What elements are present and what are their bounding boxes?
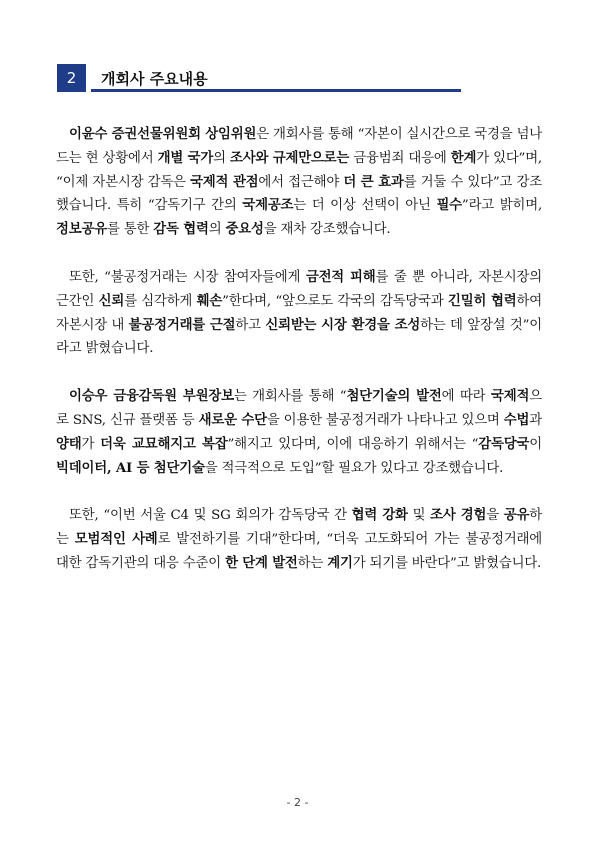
emphasized-text: 신뢰받는 시장 환경을 조성 <box>265 316 421 333</box>
emphasized-text: 한 단계 발전 <box>225 554 298 571</box>
emphasized-text: 신뢰 <box>98 292 125 309</box>
text-run: 로 발전하기를 기대”한다며, “더욱 고도화되어 가는 불공정거래에 대한 감독기관의 대응 수준이 <box>56 532 543 571</box>
text-run: 의 <box>213 150 230 166</box>
page-number: - 2 - <box>286 796 309 809</box>
emphasized-text: 한계 <box>450 149 477 166</box>
paragraph <box>56 385 542 480</box>
text-run: 은 개회사를 통해 “자본이 실시간으로 국경을 넘나드는 현 상황에서 <box>56 127 542 166</box>
text-run: 및 <box>407 508 431 524</box>
section-header <box>57 64 461 92</box>
emphasized-text: 이승우 금융감독원 부원장보 <box>69 388 234 405</box>
emphasized-text: 조사 경험 <box>430 507 487 524</box>
section-number-badge: 2 <box>57 64 86 92</box>
emphasized-text: 금전적 피해 <box>305 268 376 285</box>
text-run: 에서 접근해야 <box>258 174 344 190</box>
emphasized-text: 감독당국 <box>478 435 530 452</box>
emphasized-text: 더 큰 효과 <box>343 173 404 190</box>
text-run: 을 적극적으로 도입”할 필요가 있다고 강조했습니다. <box>204 460 504 476</box>
text-run: 하는 <box>297 555 328 571</box>
emphasized-text: 공유 <box>503 507 530 524</box>
text-run: 를 심각하게 <box>124 293 197 309</box>
text-run: 또한, “이번 서울 C4 및 SG 회의가 감독당국 간 <box>69 508 352 524</box>
emphasized-text: 모범적인 사례 <box>74 531 158 548</box>
text-run: 는 개회사를 통해 “ <box>233 389 347 405</box>
emphasized-text: 긴밀히 협력 <box>448 292 517 309</box>
emphasized-text: 감독 협력 <box>153 221 209 238</box>
text-run: 하는 데 앞장설 것”이라고 밝혔습니다. <box>56 317 542 357</box>
section-underline <box>91 89 461 92</box>
emphasized-text: 개별 국가 <box>157 149 214 166</box>
text-run: ”한다며, “앞으로도 각국의 감독당국과 <box>222 293 449 309</box>
emphasized-text: 더욱 교묘해지고 복잡 <box>100 435 228 452</box>
emphasized-text: 정보공유 <box>56 221 107 238</box>
emphasized-text: 수법 <box>503 411 530 428</box>
text-run: 이 <box>529 436 542 452</box>
text-run: 으로 SNS, 신규 플랫폼 등 <box>56 389 542 428</box>
text-run: 에 따라 <box>441 389 492 405</box>
text-run: ”라고 밝히며, <box>461 198 543 214</box>
text-run: 을 <box>486 508 504 524</box>
document-body <box>56 123 542 600</box>
emphasized-text: 중요성 <box>225 221 264 238</box>
section-title-box <box>91 64 461 92</box>
emphasized-text: 불공정거래를 근절 <box>128 316 236 333</box>
paragraph <box>56 123 542 242</box>
text-run: 는 더 이상 선택이 아닌 <box>293 198 437 214</box>
text-run: 을 재차 강조했습니다. <box>263 222 391 238</box>
emphasized-text: 국제적 <box>491 388 530 405</box>
emphasized-text: 빅데이터, AI 등 첨단기술 <box>56 459 205 476</box>
text-run: 가 있다”며, “이제 자본시장 감독은 <box>56 150 542 190</box>
text-run: 가 되기를 바란다”고 밝혔습니다. <box>352 555 542 571</box>
text-run: 를 통한 <box>106 222 154 238</box>
emphasized-text: 훼손 <box>196 292 223 309</box>
emphasized-text: 양태 <box>56 435 82 452</box>
emphasized-text: 이윤수 증권선물위원회 상임위원 <box>69 126 257 142</box>
text-run: 를 거둘 수 있다”고 강조했습니다. 특히 “감독기구 간의 <box>56 174 542 214</box>
emphasized-text: 새로운 수단 <box>198 411 267 428</box>
text-run: 하여 자본시장 내 <box>56 293 543 333</box>
emphasized-text: 협력 강화 <box>351 507 408 524</box>
text-run: ”해지고 있다며, 이에 대응하기 위해서는 “ <box>227 436 479 452</box>
paragraph <box>56 266 542 361</box>
text-run: 또한, “불공정거래는 시장 참여자들에게 <box>69 269 306 285</box>
text-run: 가 <box>81 436 101 452</box>
emphasized-text: 국제공조 <box>242 197 294 214</box>
text-run: 의 <box>208 222 226 238</box>
text-run: 을 이용한 불공정거래가 나타나고 있으며 <box>266 412 504 428</box>
emphasized-text: 계기 <box>327 554 353 571</box>
text-run: 과 <box>529 412 542 428</box>
text-run: 하고 <box>235 317 266 333</box>
text-run: 금융범죄 대응에 <box>349 150 451 166</box>
emphasized-text: 조사와 규제만으로는 <box>229 149 350 166</box>
emphasized-text: 첨단기술의 발전 <box>346 388 442 405</box>
paragraph <box>56 504 542 575</box>
emphasized-text: 국제적 관점 <box>190 173 259 190</box>
emphasized-text: 필수 <box>436 197 462 214</box>
text-run: 를 줄 뿐 아니라, 자본시장의 근간인 <box>56 269 542 309</box>
text-run: 하는 <box>56 508 543 548</box>
section-title: 개회사 주요내용 <box>101 69 208 88</box>
